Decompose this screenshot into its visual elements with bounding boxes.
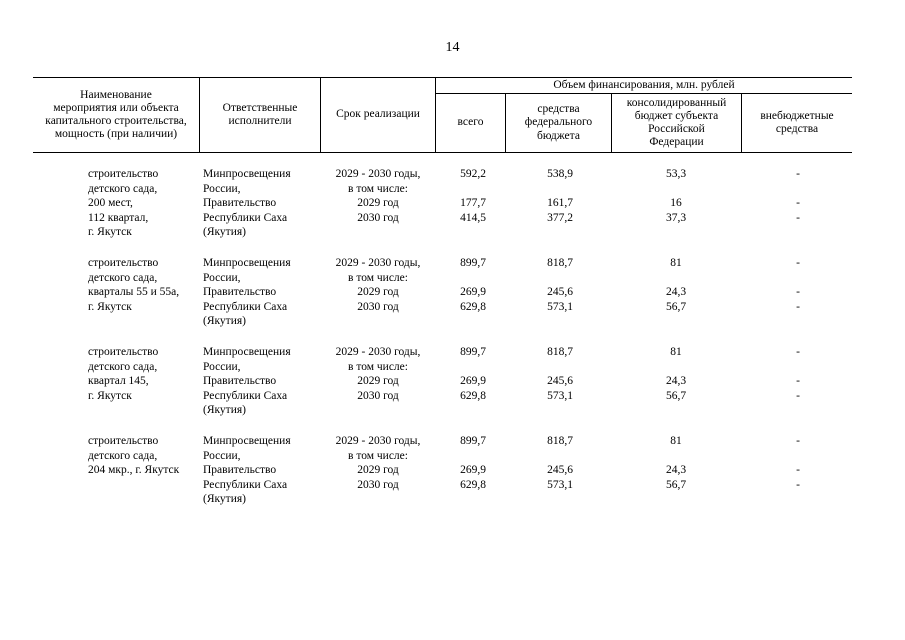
term-line: в том числе: xyxy=(348,182,408,195)
federal-amount-line: 818,7 xyxy=(547,346,573,358)
term-line: 2029 - 2030 годы, xyxy=(335,257,421,269)
term-line: 2030 год xyxy=(357,211,399,224)
executors-line: (Якутия) xyxy=(203,226,246,239)
executors-line: России, xyxy=(203,271,241,284)
regional-amount-line xyxy=(614,182,738,197)
federal-amount-line: 245,6 xyxy=(547,286,573,299)
regional-amount-line: 56,7 xyxy=(665,389,687,402)
object-name-line: 204 мкр., г. Якутск xyxy=(88,464,180,477)
total-amount-line xyxy=(440,271,486,286)
table-header-bottom-border xyxy=(33,152,852,153)
executors-line: Республики Саха xyxy=(203,389,288,402)
extra-budget-amount-line xyxy=(766,182,830,197)
regional-amount-line: 81 xyxy=(670,346,682,358)
total-amount-line xyxy=(440,182,486,197)
federal-amount-cell xyxy=(505,167,573,225)
term-line: в том числе: xyxy=(348,271,408,284)
object-name-line: г. Якутск xyxy=(88,389,132,402)
total-amount-cell xyxy=(440,256,486,314)
total-amount-line xyxy=(440,360,486,375)
total-amount-line: 899,7 xyxy=(460,346,486,358)
federal-amount-line: 245,6 xyxy=(547,464,573,477)
header-line: консолидированный xyxy=(626,96,727,109)
executors-line: Республики Саха xyxy=(203,300,288,313)
executors-cell xyxy=(203,345,291,418)
header-line: Федерации xyxy=(649,136,704,149)
regional-amount-cell xyxy=(614,256,738,314)
executors-line: Республики Саха xyxy=(203,478,288,491)
executors-line: Правительство xyxy=(203,197,277,210)
federal-amount-line: 377,2 xyxy=(547,211,573,224)
federal-amount-line xyxy=(505,449,573,464)
regional-amount-line: 81 xyxy=(670,257,682,269)
total-amount-line: 629,8 xyxy=(460,478,486,491)
header-line: капитального строительства, xyxy=(45,115,187,127)
term-line: 2029 год xyxy=(357,375,399,388)
regional-amount-line: 24,3 xyxy=(665,375,687,388)
term-line: 2029 - 2030 годы, xyxy=(335,346,421,358)
object-name-line: г. Якутск xyxy=(88,300,132,313)
extra-budget-amount-line: - xyxy=(796,197,800,210)
header-regional xyxy=(612,94,741,152)
total-amount-line: 269,9 xyxy=(460,375,486,388)
header-line: исполнители xyxy=(228,115,292,127)
extra-budget-amount-line: - xyxy=(796,300,800,313)
executors-line: Минпросвещения xyxy=(203,257,291,269)
executors-cell xyxy=(203,434,291,507)
term-line: 2030 год xyxy=(357,389,399,402)
total-amount-line: 414,5 xyxy=(460,211,486,224)
object-name-line: детского сада, xyxy=(88,449,158,462)
executors-line: Минпросвещения xyxy=(203,168,291,180)
total-amount-line xyxy=(440,449,486,464)
extra-budget-amount-cell xyxy=(766,345,830,403)
extra-budget-amount-line: - xyxy=(796,389,800,402)
header-line: средства xyxy=(537,103,580,116)
regional-amount-cell xyxy=(614,167,738,225)
extra-budget-amount-line xyxy=(766,271,830,286)
executors-line: Минпросвещения xyxy=(203,346,291,358)
term-cell xyxy=(322,256,434,314)
term-cell xyxy=(322,167,434,225)
term-line: 2030 год xyxy=(357,300,399,313)
term-cell xyxy=(322,434,434,492)
regional-amount-line: 53,3 xyxy=(665,168,687,180)
federal-amount-line: 573,1 xyxy=(547,478,573,491)
extra-budget-amount-line xyxy=(766,360,830,375)
executors-line: России, xyxy=(203,360,241,373)
regional-amount-line xyxy=(614,449,738,464)
header-line: внебюджетные xyxy=(760,109,834,122)
total-amount-line: 177,7 xyxy=(460,197,486,210)
extra-budget-amount-line: - xyxy=(796,211,800,224)
total-amount-line: 629,8 xyxy=(460,389,486,402)
term-line: в том числе: xyxy=(348,449,408,462)
header-federal xyxy=(506,94,611,152)
header-line: Наименование xyxy=(80,88,152,101)
header-line: федерального xyxy=(524,116,593,129)
total-amount-line: 269,9 xyxy=(460,286,486,299)
executors-line: Правительство xyxy=(203,375,277,388)
regional-amount-line: 37,3 xyxy=(665,211,687,224)
federal-amount-line xyxy=(505,360,573,375)
federal-amount-line: 161,7 xyxy=(547,197,573,210)
header-line: средства xyxy=(775,123,819,135)
federal-amount-line: 818,7 xyxy=(547,257,573,269)
regional-amount-cell xyxy=(614,345,738,403)
header-line: бюджета xyxy=(537,129,580,142)
header-line: мощность (при наличии) xyxy=(54,128,178,141)
executors-line: Республики Саха xyxy=(203,211,288,224)
regional-amount-line xyxy=(614,271,738,286)
term-line: 2029 - 2030 годы, xyxy=(335,435,421,447)
term-line: 2029 год xyxy=(357,464,399,477)
extra-budget-amount-line: - xyxy=(796,464,800,477)
federal-amount-cell xyxy=(505,256,573,314)
header-line: мероприятия или объекта xyxy=(53,101,179,114)
regional-amount-line: 81 xyxy=(670,435,682,447)
extra-budget-amount-line: - xyxy=(796,286,800,299)
total-amount-cell xyxy=(440,345,486,403)
term-line: 2029 год xyxy=(357,286,399,299)
executors-line: (Якутия) xyxy=(203,315,246,328)
extra-budget-amount-cell xyxy=(766,434,830,492)
regional-amount-line xyxy=(614,360,738,375)
executors-line: России, xyxy=(203,182,241,195)
object-name-line: 200 мест, xyxy=(88,197,133,210)
object-name-line: строительство xyxy=(88,435,159,447)
executors-line: Минпросвещения xyxy=(203,435,291,447)
extra-budget-amount-line: - xyxy=(796,257,800,269)
object-name-line: кварталы 55 и 55а, xyxy=(88,286,180,299)
total-amount-line: 899,7 xyxy=(460,435,486,447)
object-name-line: строительство xyxy=(88,346,159,358)
federal-amount-line xyxy=(505,182,573,197)
total-amount-line: 592,2 xyxy=(460,168,486,180)
term-line: 2030 год xyxy=(357,478,399,491)
regional-amount-line: 56,7 xyxy=(665,478,687,491)
regional-amount-line: 56,7 xyxy=(665,300,687,313)
total-amount-cell xyxy=(440,434,486,492)
object-name-line: детского сада, xyxy=(88,360,158,373)
federal-amount-cell xyxy=(505,434,573,492)
object-name-cell xyxy=(88,345,158,403)
total-amount-line: 629,8 xyxy=(460,300,486,313)
extra-budget-amount-line: - xyxy=(796,375,800,388)
extra-budget-amount-line: - xyxy=(796,168,800,180)
federal-amount-line: 573,1 xyxy=(547,389,573,402)
extra-budget-amount-line: - xyxy=(796,346,800,358)
header-line: бюджет субъекта xyxy=(634,109,719,122)
executors-line: (Якутия) xyxy=(203,493,246,506)
header-line: Российской xyxy=(648,123,705,135)
header-name xyxy=(33,78,199,152)
header-line: Срок реализации xyxy=(336,108,420,121)
executors-line: Правительство xyxy=(203,286,277,299)
header-line: Ответственные xyxy=(222,101,298,114)
extra-budget-amount-line: - xyxy=(796,478,800,491)
object-name-line: строительство xyxy=(88,257,159,269)
extra-budget-amount-line xyxy=(766,449,830,464)
federal-amount-line: 538,9 xyxy=(547,168,573,180)
total-amount-cell xyxy=(440,167,486,225)
header-financing: Объем финансирования, млн. рублей xyxy=(553,78,735,91)
regional-amount-line: 24,3 xyxy=(665,286,687,299)
executors-cell xyxy=(203,167,291,240)
executors-line: Правительство xyxy=(203,464,277,477)
header-term xyxy=(321,78,435,152)
term-line: в том числе: xyxy=(348,360,408,373)
object-name-line: квартал 145, xyxy=(88,375,149,388)
total-amount-line: 269,9 xyxy=(460,464,486,477)
header-line: всего xyxy=(457,116,484,129)
federal-amount-line: 573,1 xyxy=(547,300,573,313)
regional-amount-line: 16 xyxy=(670,197,682,210)
extra-budget-amount-line: - xyxy=(796,435,800,447)
object-name-cell xyxy=(88,434,179,478)
page-number: 14 xyxy=(445,40,460,55)
federal-amount-line xyxy=(505,271,573,286)
extra-budget-amount-cell xyxy=(766,256,830,314)
object-name-cell xyxy=(88,256,179,314)
object-name-cell xyxy=(88,167,158,240)
executors-cell xyxy=(203,256,291,329)
regional-amount-line: 24,3 xyxy=(665,464,687,477)
executors-line: (Якутия) xyxy=(203,404,246,417)
term-line: 2029 - 2030 годы, xyxy=(335,168,421,180)
object-name-line: строительство xyxy=(88,168,159,180)
header-executors xyxy=(200,78,320,152)
regional-amount-cell xyxy=(614,434,738,492)
object-name-line: г. Якутск xyxy=(88,226,132,239)
header-total xyxy=(436,94,505,152)
object-name-line: детского сада, xyxy=(88,271,158,284)
header-extra xyxy=(742,94,852,152)
federal-amount-line: 245,6 xyxy=(547,375,573,388)
extra-budget-amount-cell xyxy=(766,167,830,225)
total-amount-line: 899,7 xyxy=(460,257,486,269)
term-cell xyxy=(322,345,434,403)
federal-amount-cell xyxy=(505,345,573,403)
object-name-line: 112 квартал, xyxy=(88,211,149,224)
executors-line: России, xyxy=(203,449,241,462)
object-name-line: детского сада, xyxy=(88,182,158,195)
term-line: 2029 год xyxy=(357,197,399,210)
federal-amount-line: 818,7 xyxy=(547,435,573,447)
